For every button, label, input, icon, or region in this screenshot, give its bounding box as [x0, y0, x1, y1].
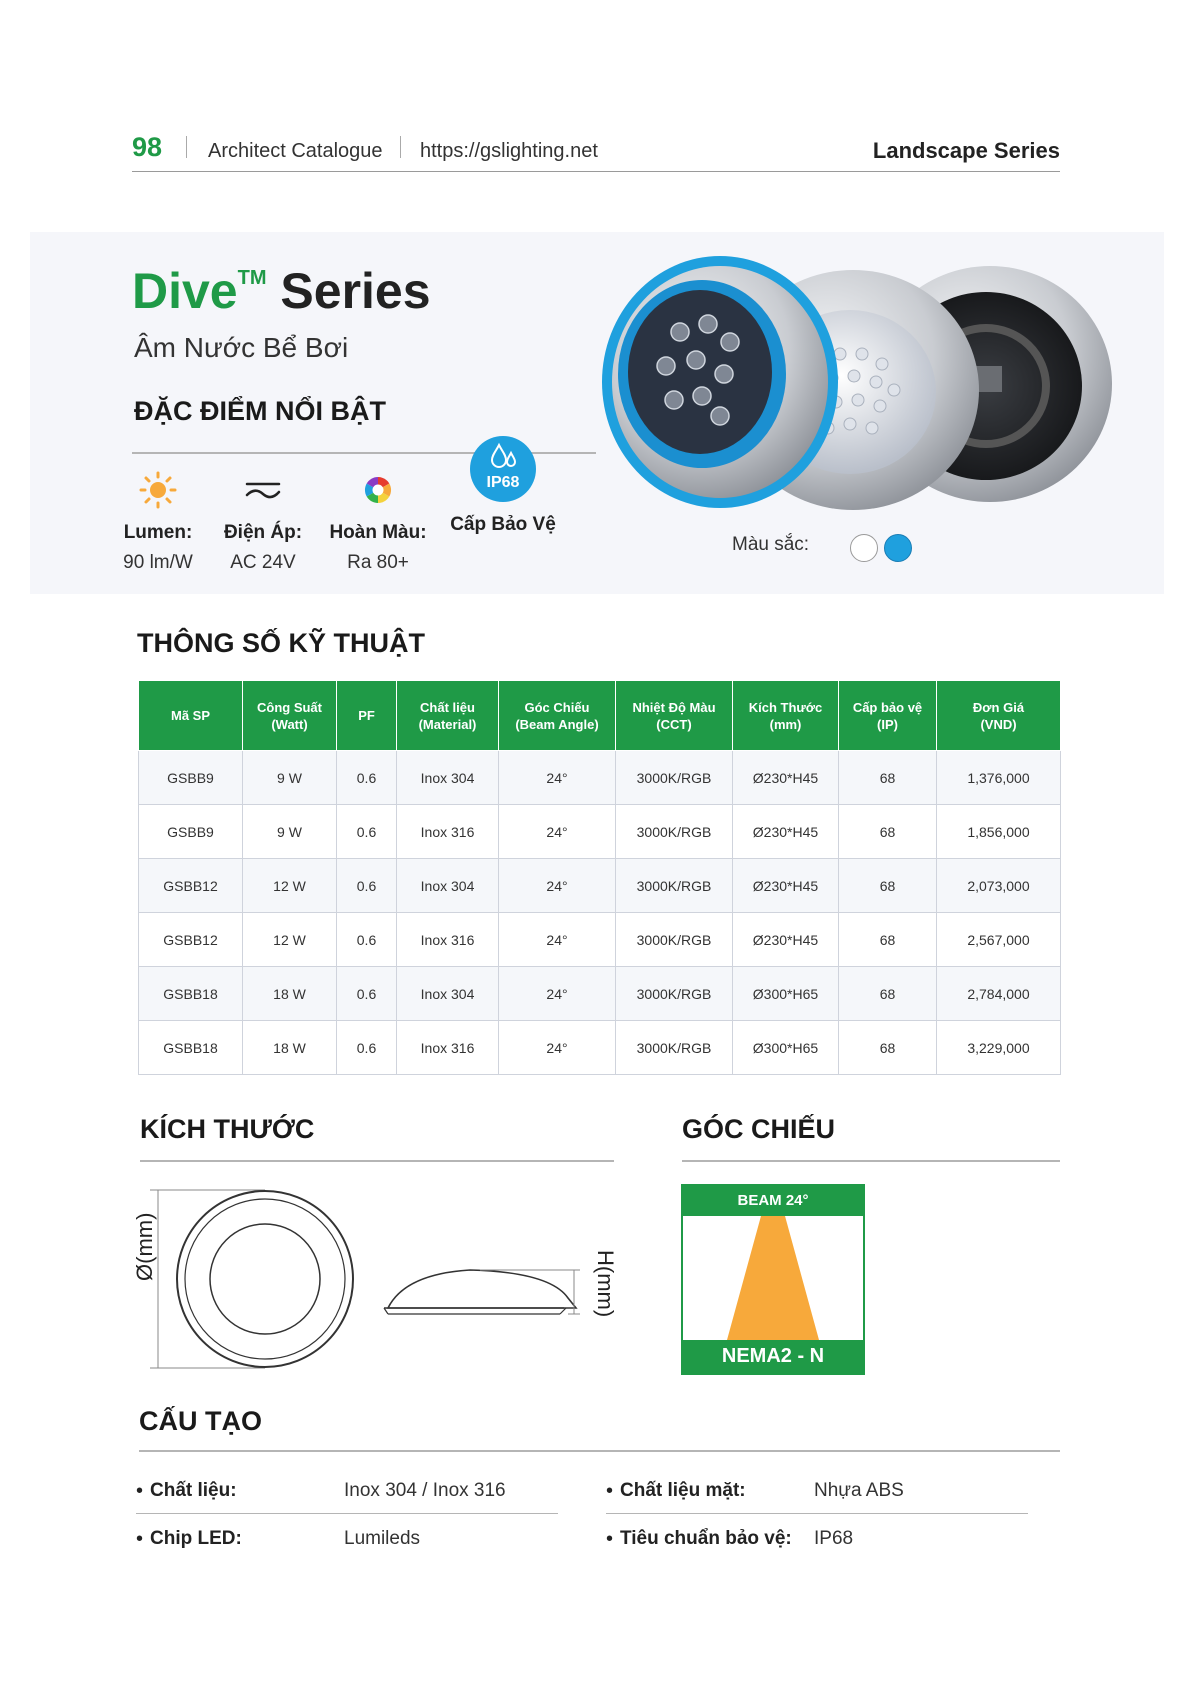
- table-row: [139, 751, 1061, 805]
- column-header: [839, 681, 937, 751]
- table-cell: 9 W: [243, 805, 337, 859]
- header-divider: [186, 136, 187, 158]
- feature-label: Điện Áp:: [223, 522, 303, 543]
- construction-label: Chip LED:: [150, 1528, 242, 1549]
- table-cell: Inox 304: [397, 967, 499, 1021]
- table-row: [139, 1021, 1061, 1075]
- table-cell: 68: [839, 805, 937, 859]
- table-cell: 12 W: [243, 859, 337, 913]
- table-cell: 18 W: [243, 967, 337, 1021]
- table-cell: Ø300*H65: [733, 967, 839, 1021]
- construction-label: Tiêu chuẩn bảo vệ:: [620, 1528, 792, 1549]
- construction-value: Nhựa ABS: [814, 1480, 904, 1501]
- construction-value: Inox 304 / Inox 316: [344, 1480, 506, 1501]
- table-cell: 68: [839, 751, 937, 805]
- table-cell: GSBB12: [139, 859, 243, 913]
- trademark-mark: TM: [237, 267, 267, 289]
- table-cell: 0.6: [337, 859, 397, 913]
- table-cell: 2,073,000: [937, 859, 1061, 913]
- table-cell: 18 W: [243, 1021, 337, 1075]
- column-header-unit: (VND): [980, 716, 1017, 732]
- construction-label: Chất liệu:: [150, 1480, 237, 1501]
- dimensions-divider: [140, 1160, 614, 1162]
- column-header: [243, 681, 337, 751]
- table-cell: 24°: [499, 859, 616, 913]
- beam-divider: [682, 1160, 1060, 1162]
- column-header: [139, 681, 243, 751]
- column-header-title: Góc Chiếu: [524, 699, 590, 715]
- sun-icon: [118, 466, 198, 514]
- construction-heading: CẤU TẠO: [139, 1406, 262, 1436]
- title-brand: Dive: [132, 263, 238, 319]
- water-drops-icon: [487, 442, 519, 472]
- table-cell: GSBB12: [139, 913, 243, 967]
- table-cell: 2,784,000: [937, 967, 1061, 1021]
- title-rest: Series: [266, 263, 431, 319]
- product-subtitle: Âm Nước Bể Bơi: [134, 332, 349, 363]
- product-title: [132, 262, 431, 320]
- ip-badge-text: IP68: [486, 474, 520, 491]
- table-row: [139, 805, 1061, 859]
- column-header-title: Cấp bảo vệ: [852, 699, 923, 715]
- table-cell: 24°: [499, 805, 616, 859]
- table-cell: Ø230*H45: [733, 859, 839, 913]
- construction-label: Chất liệu mặt:: [620, 1480, 746, 1501]
- bullet: •: [136, 1528, 144, 1550]
- table-cell: 12 W: [243, 913, 337, 967]
- product-image: [570, 242, 1130, 532]
- table-cell: Inox 316: [397, 805, 499, 859]
- feature-voltage: [218, 466, 308, 574]
- table-cell: GSBB18: [139, 1021, 243, 1075]
- table-cell: Ø230*H45: [733, 913, 839, 967]
- height-label: H(mm): [593, 1250, 618, 1318]
- table-row: [139, 913, 1061, 967]
- feature-ip: [448, 436, 558, 536]
- header-divider: [400, 136, 401, 158]
- column-header: [937, 681, 1061, 751]
- table-cell: 3000K/RGB: [616, 913, 733, 967]
- construction-item: [136, 1468, 558, 1514]
- column-header-unit: (mm): [769, 716, 802, 732]
- construction-item: [606, 1468, 1028, 1514]
- beam-heading: GÓC CHIẾU: [682, 1114, 836, 1144]
- construction-value: Lumileds: [344, 1528, 421, 1549]
- bullet: •: [606, 1480, 614, 1502]
- table-cell: 3,229,000: [937, 1021, 1061, 1075]
- table-cell: Inox 316: [397, 1021, 499, 1075]
- table-cell: 0.6: [337, 805, 397, 859]
- construction-divider: [139, 1450, 1060, 1452]
- column-header-title: Mã SP: [170, 708, 210, 723]
- table-row: [139, 967, 1061, 1021]
- website-link[interactable]: https://gslighting.net: [420, 140, 598, 162]
- color-wheel-icon: [328, 466, 428, 514]
- table-cell: 0.6: [337, 751, 397, 805]
- dimension-drawing: [120, 1188, 620, 1374]
- table-cell: 24°: [499, 967, 616, 1021]
- column-header-unit: (IP): [877, 716, 898, 732]
- table-cell: 3000K/RGB: [616, 967, 733, 1021]
- column-header-title: Nhiệt Độ Màu: [632, 699, 716, 715]
- table-cell: 3000K/RGB: [616, 751, 733, 805]
- column-header: [499, 681, 616, 751]
- table-cell: 68: [839, 859, 937, 913]
- page-number: 98: [132, 132, 163, 162]
- ip-badge: [470, 436, 536, 502]
- diameter-label: Ø(mm): [132, 1212, 157, 1281]
- beam-cone: [683, 1216, 863, 1340]
- column-header: [616, 681, 733, 751]
- table-cell: GSBB9: [139, 751, 243, 805]
- spec-heading: THÔNG SỐ KỸ THUẬT: [137, 628, 425, 658]
- table-cell: Inox 304: [397, 859, 499, 913]
- table-cell: Inox 316: [397, 913, 499, 967]
- product-hero: [30, 232, 1164, 594]
- column-header-title: PF: [358, 708, 375, 723]
- feature-value: Ra 80+: [347, 552, 409, 573]
- table-cell: Ø230*H45: [733, 805, 839, 859]
- feature-label: Cấp Bảo Vệ: [450, 514, 556, 535]
- table-cell: 24°: [499, 1021, 616, 1075]
- series-name: Landscape Series: [872, 138, 1060, 163]
- column-header: [397, 681, 499, 751]
- table-cell: Ø230*H45: [733, 751, 839, 805]
- table-cell: 3000K/RGB: [616, 805, 733, 859]
- table-cell: 1,856,000: [937, 805, 1061, 859]
- construction-item: [606, 1516, 1028, 1562]
- construction-value: IP68: [814, 1528, 854, 1549]
- table-cell: GSBB18: [139, 967, 243, 1021]
- bullet: •: [606, 1528, 614, 1550]
- table-cell: 24°: [499, 913, 616, 967]
- table-cell: 9 W: [243, 751, 337, 805]
- column-header-title: Kích Thước: [748, 699, 823, 715]
- table-cell: 0.6: [337, 967, 397, 1021]
- table-cell: 0.6: [337, 913, 397, 967]
- bullet: •: [136, 1480, 144, 1502]
- table-cell: Ø300*H65: [733, 1021, 839, 1075]
- table-cell: 3000K/RGB: [616, 859, 733, 913]
- feature-value: 90 lm/W: [123, 552, 193, 573]
- table-header-row: [139, 681, 1061, 751]
- table-cell: Inox 304: [397, 751, 499, 805]
- table-cell: GSBB9: [139, 805, 243, 859]
- feature-cri: [328, 466, 428, 574]
- beam-diagram: [681, 1184, 865, 1375]
- construction-item: [136, 1516, 558, 1562]
- table-cell: 1,376,000: [937, 751, 1061, 805]
- table-cell: 68: [839, 967, 937, 1021]
- column-header: [733, 681, 839, 751]
- column-header-unit: (Material): [418, 716, 477, 732]
- feature-label: Lumen:: [123, 522, 193, 543]
- table-cell: 2,567,000: [937, 913, 1061, 967]
- table-cell: 3000K/RGB: [616, 1021, 733, 1075]
- column-header-unit: (Watt): [271, 716, 308, 732]
- beam-class-label: NEMA2 - N: [683, 1340, 863, 1373]
- feature-lumen: [118, 466, 198, 574]
- column-header-unit: (CCT): [656, 716, 692, 732]
- table-cell: 68: [839, 1021, 937, 1075]
- color-swatch-white[interactable]: [850, 534, 878, 562]
- column-header-title: Đơn Giá: [972, 699, 1025, 715]
- catalogue-name: Architect Catalogue: [208, 140, 383, 162]
- table-cell: 0.6: [337, 1021, 397, 1075]
- table-cell: 24°: [499, 751, 616, 805]
- column-header-title: Chất liệu: [420, 699, 475, 715]
- feature-value: AC 24V: [230, 552, 296, 573]
- spec-table: [138, 680, 1061, 1075]
- page-header: [132, 128, 1060, 172]
- beam-angle-label: BEAM 24°: [683, 1186, 863, 1216]
- column-header-title: Công Suất: [257, 699, 322, 715]
- column-header-unit: (Beam Angle): [515, 716, 599, 732]
- colors-label: Màu sắc:: [732, 534, 810, 555]
- column-header: [337, 681, 397, 751]
- table-cell: 68: [839, 913, 937, 967]
- table-row: [139, 859, 1061, 913]
- color-swatch-blue[interactable]: [884, 534, 912, 562]
- dimensions-heading: KÍCH THƯỚC: [140, 1114, 315, 1144]
- ac-wave-icon: [218, 466, 308, 514]
- features-heading: ĐẶC ĐIỂM NỔI BẬT: [134, 396, 386, 426]
- feature-label: Hoàn Màu:: [329, 522, 427, 543]
